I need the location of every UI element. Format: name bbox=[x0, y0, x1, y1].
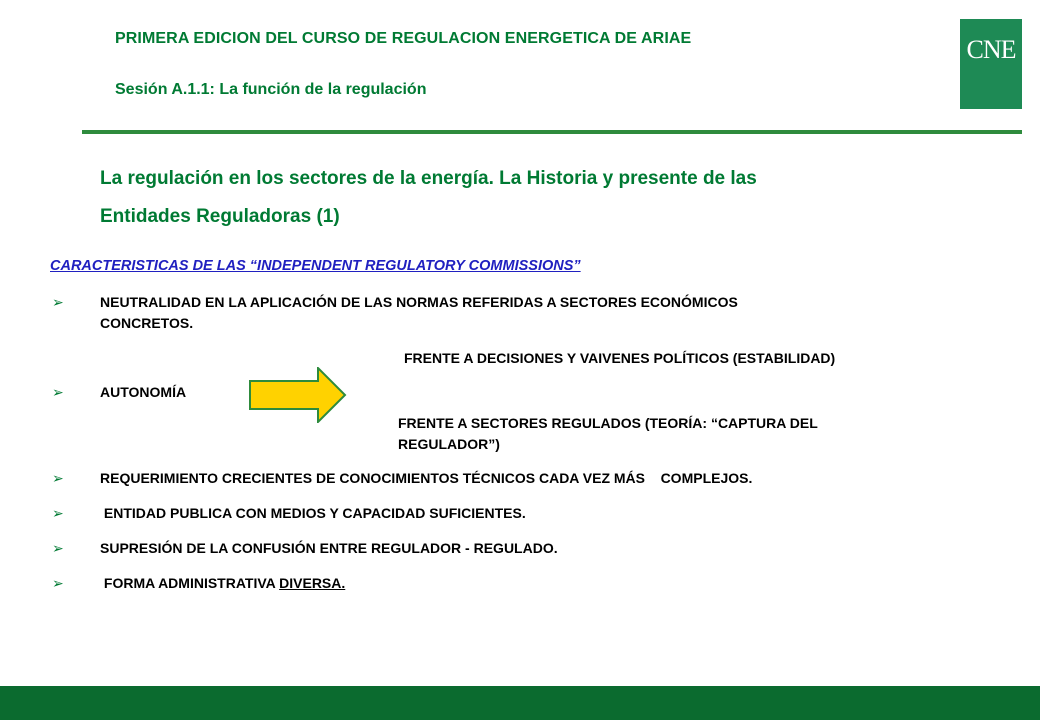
bullet-arrow-icon: ➢ bbox=[52, 470, 64, 486]
item-autonomia: AUTONOMÍA bbox=[100, 384, 187, 400]
course-title: PRIMERA EDICION DEL CURSO DE REGULACION ENERGETICA DE ARIAE bbox=[115, 30, 692, 47]
item-neutralidad-line-2: CONCRETOS. bbox=[100, 315, 194, 331]
slide-title-line-2: Entidades Reguladoras (1) bbox=[100, 206, 340, 227]
item-frente-regulados-line-1: FRENTE A SECTORES REGULADOS (TEORÍA: “CAPTURA DEL bbox=[398, 415, 818, 431]
bullet-arrow-icon: ➢ bbox=[52, 575, 64, 591]
bullet-arrow-icon: ➢ bbox=[52, 294, 64, 310]
item-neutralidad-line-1: NEUTRALIDAD EN LA APLICACIÓN DE LAS NORMAS REFERIDAS A SECTORES ECONÓMICOS bbox=[100, 294, 738, 310]
item-entidad: ENTIDAD PUBLICA CON MEDIOS Y CAPACIDAD SUFICIENTES. bbox=[100, 505, 526, 521]
item-forma bbox=[100, 573, 345, 594]
slide-title-line-1: La regulación en los sectores de la energía. La Historia y presente de las bbox=[100, 168, 757, 189]
bullet-arrow-icon: ➢ bbox=[52, 540, 64, 556]
item-requerimiento: REQUERIMIENTO CRECIENTES DE CONOCIMIENTOS TÉCNICOS CADA VEZ MÁS COMPLEJOS. bbox=[100, 470, 753, 486]
session-title: Sesión A.1.1: La función de la regulación bbox=[115, 81, 427, 98]
cne-logo bbox=[960, 19, 1022, 109]
header-divider bbox=[82, 130, 1022, 134]
slide-title bbox=[100, 160, 1000, 236]
section-subheading: CARACTERISTICAS DE LAS “INDEPENDENT REGULATORY COMMISSIONS” bbox=[50, 258, 581, 274]
bullet-arrow-icon: ➢ bbox=[52, 505, 64, 521]
bullet-arrow-icon: ➢ bbox=[52, 384, 64, 400]
right-arrow-icon bbox=[248, 367, 348, 423]
footer-bar bbox=[0, 686, 1040, 720]
item-frente-politicos: FRENTE A DECISIONES Y VAIVENES POLÍTICOS (ESTABILIDAD) bbox=[404, 350, 836, 366]
item-forma-text: FORMA ADMINISTRATIVA bbox=[100, 575, 280, 591]
logo-text: CNE bbox=[966, 35, 1016, 64]
item-supresion: SUPRESIÓN DE LA CONFUSIÓN ENTRE REGULADOR - REGULADO. bbox=[100, 540, 558, 556]
item-frente-regulados-line-2: REGULADOR”) bbox=[398, 436, 500, 452]
item-forma-emphasis: DIVERSA. bbox=[279, 575, 346, 591]
